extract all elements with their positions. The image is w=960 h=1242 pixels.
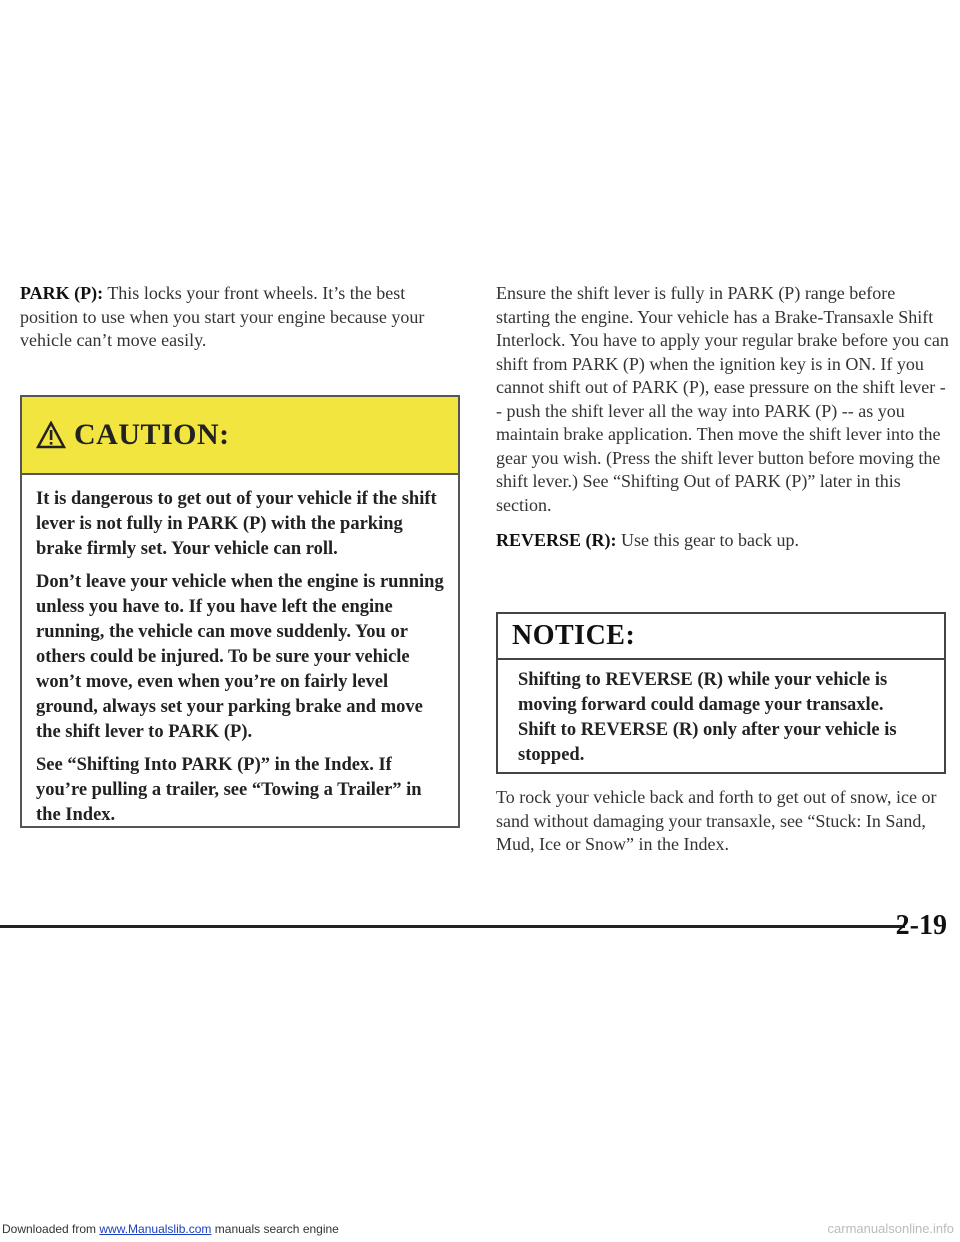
caution-paragraph-3: See “Shifting Into PARK (P)” in the Index. If you’re pulling a trailer, see “Towing a Trailer” in the Index. [36, 755, 422, 825]
ensure-paragraph: Ensure the shift lever is fully in PARK (P) range before starting the engine. Your vehicle has a Brake-Transaxle Shift Interlock. You have to apply your regular brake before you can shift from PARK (P) when the ignition key is in ON. If you cannot shift out of PARK (P), ease pressure on the shift lever -- push the shift lever all the way into PARK (P) -- as you maintain brake application. Then move the shift lever into the gear you wish. (Press the shift lever button before moving the shift lever.) See “Shifting Out of PARK (P)” later in this section. [496, 283, 949, 515]
park-text: This locks your front wheels. It’s the best position to use when you start your engine because your vehicle can’t move easily. [20, 283, 425, 350]
banner-text [2, 1222, 339, 1236]
caution-paragraph-1: It is dangerous to get out of your vehicle if the shift lever is not fully in PARK (P) with the parking brake firmly set. Your vehicle can roll. [36, 489, 437, 559]
reverse-heading: REVERSE (R): [496, 530, 617, 550]
left-column [20, 282, 460, 365]
reverse-text: Use this gear to back up. [616, 530, 799, 550]
footer-rule [0, 925, 905, 928]
caution-body [22, 475, 458, 828]
warning-triangle-icon [36, 421, 66, 449]
caution-paragraph-2: Don’t leave your vehicle when the engine is running unless you have to. If you have left the engine running, the vehicle can move suddenly. You or others could be injured. To be sure your vehicle won’t move, even when you’re on fairly level ground, always set your parking brake and move the shift lever to PARK (P). [36, 572, 444, 742]
rock-paragraph: To rock your vehicle back and forth to get out of snow, ice or sand without damaging your transaxle, see “Stuck: In Sand, Mud, Ice or Snow” in the Index. [496, 787, 937, 854]
notice-box [496, 612, 946, 774]
banner-prefix: Downloaded from [2, 1222, 100, 1236]
manualslib-link[interactable]: www.Manualslib.com [99, 1222, 212, 1236]
park-heading: PARK (P): [20, 283, 104, 303]
caution-box [20, 395, 460, 828]
rock-section [496, 786, 951, 869]
notice-header [498, 614, 944, 660]
notice-title: NOTICE: [512, 620, 636, 651]
caution-header [22, 397, 458, 475]
page-number: 2-19 [895, 910, 947, 941]
watermark: carmanualsonline.info [827, 1221, 954, 1236]
right-column [496, 282, 951, 565]
notice-paragraph: Shifting to REVERSE (R) while your vehicle is moving forward could damage your transaxle. Shift to REVERSE (R) only after your vehicle is stopped. [518, 670, 897, 765]
caution-title: CAUTION: [74, 418, 230, 451]
banner-suffix: manuals search engine [211, 1222, 339, 1236]
notice-body [498, 660, 944, 768]
park-paragraph [20, 282, 460, 353]
reverse-paragraph [496, 529, 951, 553]
